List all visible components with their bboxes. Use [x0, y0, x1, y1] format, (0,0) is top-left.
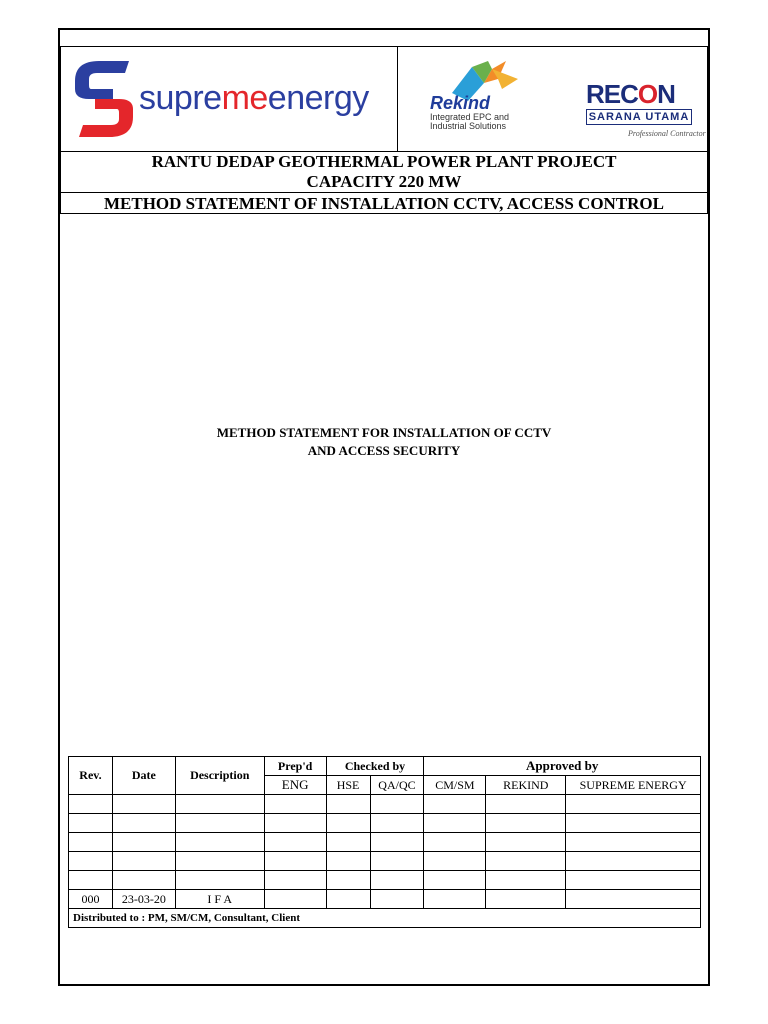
table-row [69, 871, 701, 890]
revision-entry-row [69, 890, 701, 909]
supreme-energy-wordmark [139, 79, 369, 118]
header-description: Description [175, 757, 264, 795]
energy-text: energy [267, 79, 369, 117]
partner-logos [398, 47, 709, 151]
document-title [60, 424, 708, 460]
project-title-line1: RANTU DEDAP GEOTHERMAL POWER PLANT PROJECT [151, 152, 617, 171]
subheader-qaqc: QA/QC [370, 776, 424, 795]
rekind-tagline-line1: Integrated EPC and [430, 112, 510, 122]
entry-description: I F A [175, 890, 264, 909]
recon-name [586, 79, 675, 110]
table-row [69, 852, 701, 871]
subheader-hse: HSE [326, 776, 370, 795]
header-checked-by: Checked by [326, 757, 424, 776]
revision-table [68, 756, 701, 928]
table-row [69, 814, 701, 833]
table-row [69, 795, 701, 814]
subheader-cmsm: CM/SM [424, 776, 486, 795]
document-header [60, 46, 708, 214]
header-approved-by: Approved by [424, 757, 701, 776]
supreme-accent-text: me [221, 79, 268, 117]
table-row [69, 833, 701, 852]
subheader-eng: ENG [264, 776, 326, 795]
distribution-list: Distributed to : PM, SM/CM, Consultant, Client [69, 909, 701, 928]
subheader-rekind: REKIND [486, 776, 566, 795]
entry-date: 23-03-20 [112, 890, 175, 909]
header-rev: Rev. [69, 757, 113, 795]
document-title-line1: METHOD STATEMENT FOR INSTALLATION OF CCTV [216, 425, 552, 440]
subheader-supreme: SUPREME ENERGY [566, 776, 701, 795]
recon-text-a: REC [586, 79, 638, 109]
header-prepd: Prep'd [264, 757, 326, 776]
supreme-energy-mark-icon [69, 59, 139, 139]
rekind-tagline [430, 113, 540, 131]
rekind-tagline-line2: Industrial Solutions [430, 121, 507, 131]
recon-sub: SARANA UTAMA [586, 109, 692, 125]
page-edge-line [708, 28, 709, 986]
entry-rev: 000 [69, 890, 113, 909]
supreme-text: supre [139, 79, 222, 117]
logo-row [61, 47, 707, 152]
header-date: Date [112, 757, 175, 795]
method-statement-title: METHOD STATEMENT OF INSTALLATION CCTV, ACCESS CONTROL [103, 194, 664, 213]
project-title [61, 152, 707, 193]
project-title-line2: CAPACITY 220 MW [306, 172, 462, 191]
recon-text-o: O [637, 79, 658, 109]
recon-tagline: Professional Contractor [628, 129, 706, 138]
document-title-line2: AND ACCESS SECURITY [307, 443, 461, 458]
rekind-name: Rekind [430, 93, 491, 113]
supreme-energy-logo [61, 47, 398, 151]
recon-text-b: N [657, 79, 675, 109]
